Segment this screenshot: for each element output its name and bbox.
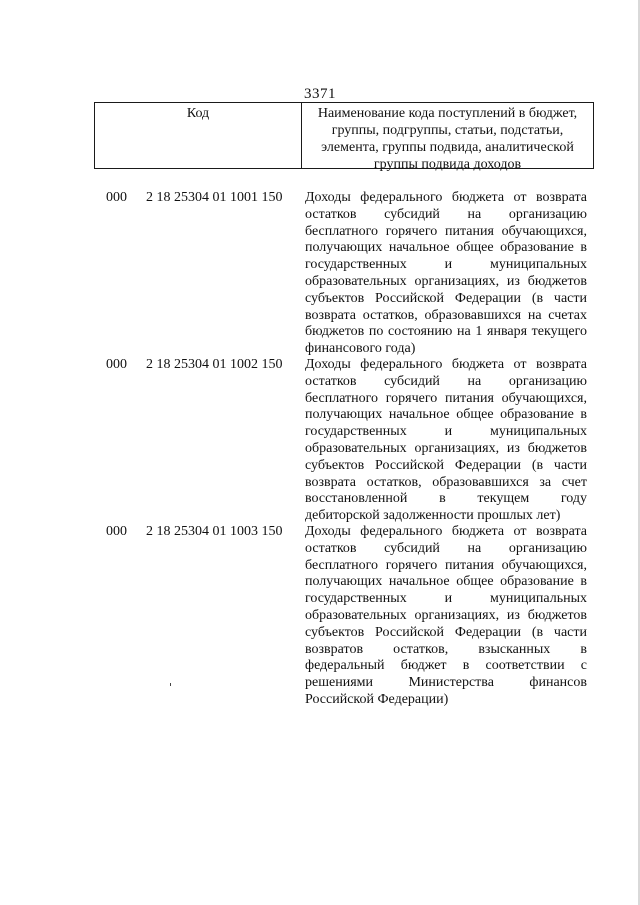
description-line: государственных и муниципальных [305,257,587,273]
description-line: бесплатного горячего питания обучающихся, [305,390,587,406]
description-line: субъектов Российской Федерации (в части [305,624,587,640]
description-line: образовательных организациях, из бюджетов [305,440,587,456]
description-line: образовательных организациях, из бюджетов [305,273,587,289]
scan-speck [170,683,171,686]
income-description [305,190,587,358]
description-line: дебиторской задолженности прошлых лет) [305,508,561,524]
description-line: получающих начальное общее образование в [305,240,587,256]
description-line: Доходы федерального бюджета от возврата [305,357,587,372]
table-header [94,102,594,172]
page-number: 3371 [304,86,336,102]
description-line: возврата остатков, образовавшихся на счетах [305,307,587,323]
header-name-line: группы, подгруппы, статьи, подстатьи, [331,123,564,138]
income-code: 2 18 25304 01 1003 150 [146,524,283,539]
description-line: восстановленной в текущем году [305,491,587,507]
description-line: бюджетов по состоянию на 1 января текущего [305,324,587,340]
description-line: государственных и муниципальных [305,591,587,607]
description-line: получающих начальное общее образование в [305,574,587,590]
income-description [305,524,587,709]
income-code: 2 18 25304 01 1002 150 [146,357,283,372]
description-line: Доходы федерального бюджета от возврата [305,190,587,205]
description-line: финансового года) [305,341,416,357]
admin-code: 000 [106,190,127,205]
description-line: Российской Федерации) [305,691,449,707]
description-line: Доходы федерального бюджета от возврата [305,524,587,539]
header-name-column [302,103,593,172]
description-line: возвратов остатков, взысканных в [305,641,587,657]
description-line: образовательных организациях, из бюджетов [305,607,587,623]
description-line: остатков субсидий на организацию [305,373,587,389]
income-code: 2 18 25304 01 1001 150 [146,190,283,205]
description-line: субъектов Российской Федерации (в части [305,290,587,306]
description-line: решениями Министерства финансов [305,675,587,691]
description-line: остатков субсидий на организацию [305,540,587,556]
description-line: возврата остатков, образовавшихся за счет [305,474,587,490]
header-name-line: Наименование кода поступлений в бюджет, [317,106,578,121]
description-line: получающих начальное общее образование в [305,407,587,423]
description-line: остатков субсидий на организацию [305,206,587,222]
admin-code: 000 [106,524,127,539]
header-name-line: группы подвида доходов [373,157,522,172]
admin-code: 000 [106,357,127,372]
header-name-line: элемента, группы подвида, аналитической [321,140,574,155]
description-line: бесплатного горячего питания обучающихся, [305,557,587,573]
description-line: федеральный бюджет в соответствии с [305,658,587,674]
description-line: бесплатного горячего питания обучающихся, [305,223,587,239]
header-code-column: Код [95,103,302,168]
income-description [305,357,587,525]
description-line: государственных и муниципальных [305,424,587,440]
description-line: субъектов Российской Федерации (в части [305,457,587,473]
